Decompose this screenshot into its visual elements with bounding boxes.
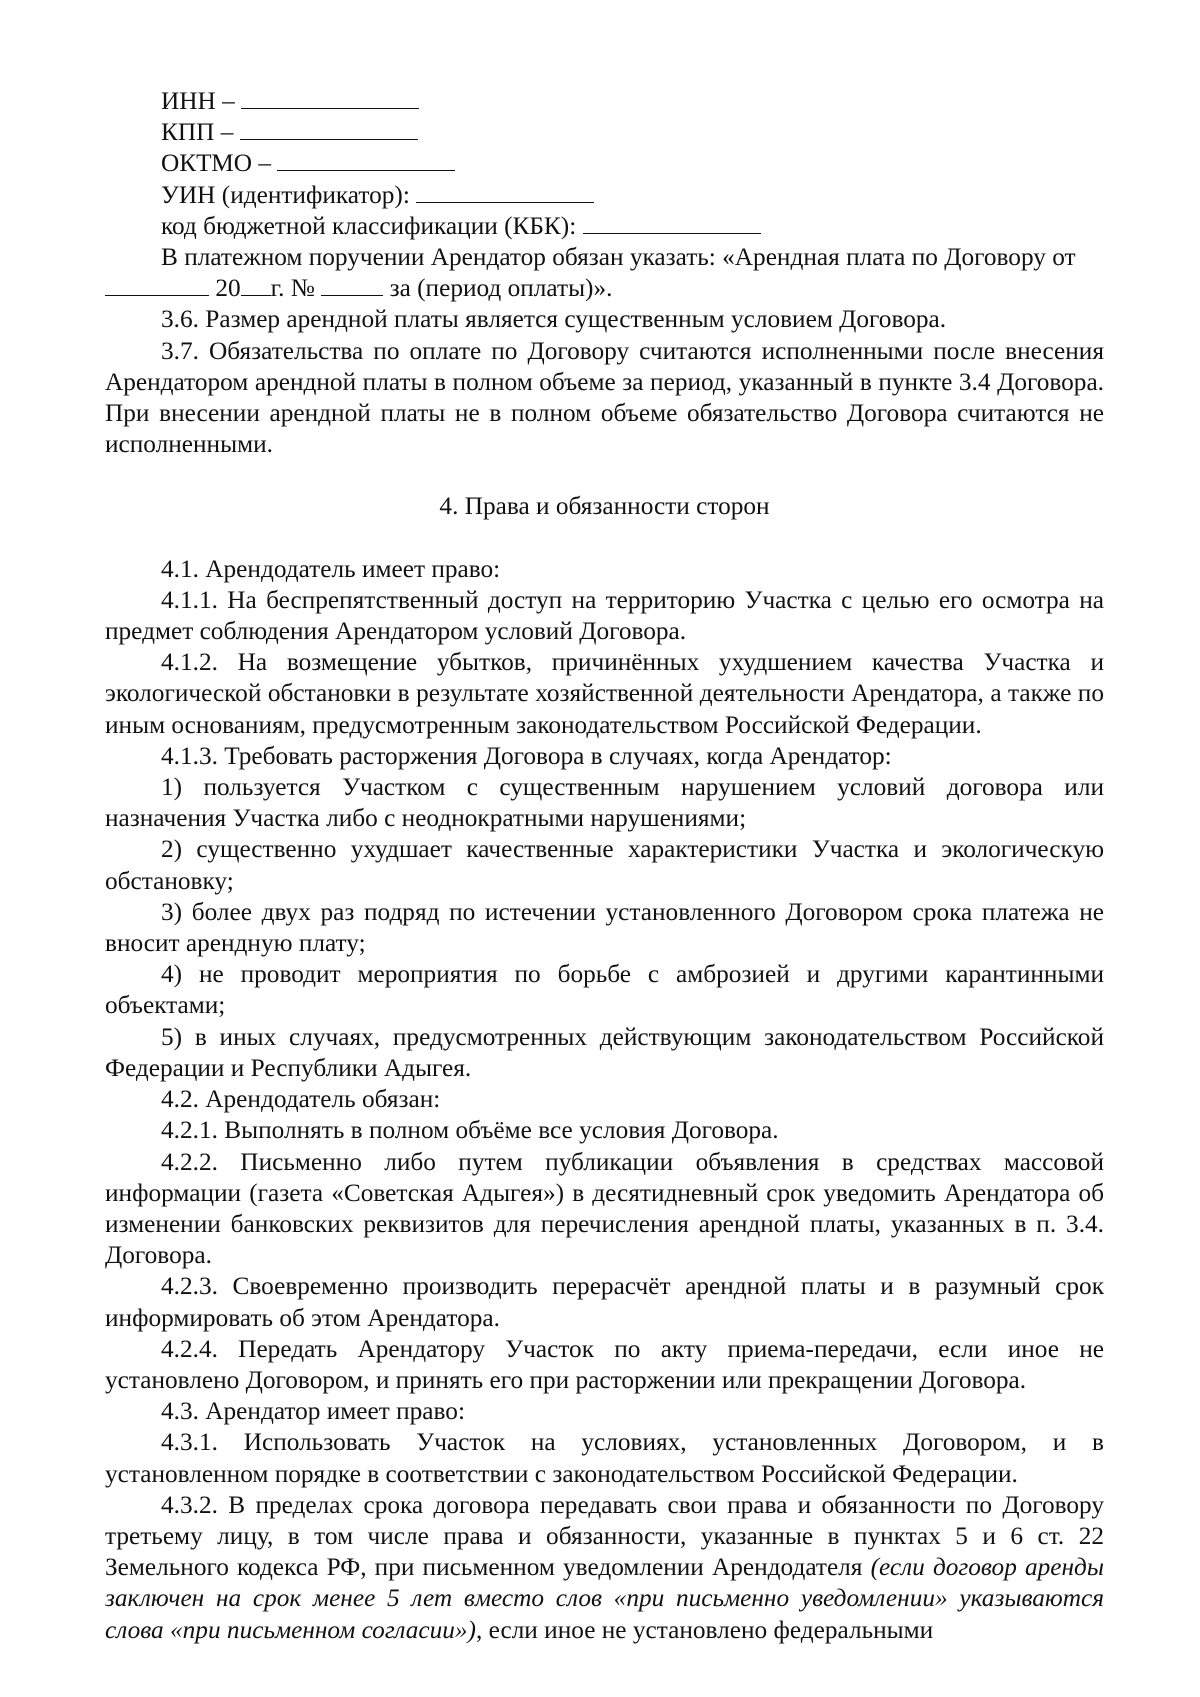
kbk-blank[interactable] xyxy=(583,211,761,234)
paragraph-4-1-3-item-2: 2) существенно ухудшает качественные характеристики Участка и экологическую обстановку; xyxy=(105,835,1104,895)
paragraph-4-2-2: 4.2.2. Письменно либо путем публикации объявления в средствах массовой информации (газета «Советская Адыгея») в десятидневный срок уведомить Арендатора об изменении банковских реквизитов для перечисления арендной платы, указанных в п. 3.4. Договора. xyxy=(105,1147,1104,1270)
paragraph-4-1: 4.1. Арендодатель имеет право: xyxy=(161,554,501,583)
paragraph-4-1-2: 4.1.2. На возмещение убытков, причинённых ухудшением качества Участка и экологической обстановки в результате хозяйственной деятельности Арендатора, а также по иным основаниям, предусмотренным законодательством Российской Федерации. xyxy=(105,648,1104,739)
paragraph-4-1-1: 4.1.1. На беспрепятственный доступ на территорию Участка с целью его осмотра на предмет соблюдения Арендатором условий Договора. xyxy=(105,585,1104,646)
paragraph-4-2: 4.2. Арендодатель обязан: xyxy=(161,1085,441,1114)
uin-blank[interactable] xyxy=(416,180,594,203)
paragraph-4-2-4: 4.2.4. Передать Арендатору Участок по акту приема-передачи, если иное не установлено Договором, и принять его при расторжении или прекращении Договора. xyxy=(105,1334,1104,1394)
kbk-line: код бюджетной классификации (КБК): xyxy=(105,211,1104,242)
inn-line: ИНН – xyxy=(105,86,1104,117)
paragraph-4-1-3: 4.1.3. Требовать расторжения Договора в случаях, когда Арендатор: xyxy=(161,741,892,770)
paragraph-4-1-3-item-5: 5) в иных случаях, предусмотренных действующим законодательством Российской Федерации и Республики Адыгея. xyxy=(105,1022,1104,1082)
paragraph-4-1-3-item-3: 3) более двух раз подряд по истечении установленного Договором срока платежа не вносит арендную плату; xyxy=(105,897,1104,958)
kpp-line: КПП – xyxy=(105,117,1104,148)
paragraph-4-2-3: 4.2.3. Своевременно производить перерасчёт арендной платы и в разумный срок информировать об этом Арендатора. xyxy=(105,1272,1104,1332)
paragraph-4-2-1: 4.2.1. Выполнять в полном объёме все условия Договора. xyxy=(161,1116,779,1145)
italic-note: (если договор аренды заключен на срок менее 5 лет вместо слов «при письменно уведомлении» указываются слова «при письменном согласии») xyxy=(105,1553,1104,1644)
paragraph-4-3-1: 4.3.1. Использовать Участок на условиях, установленных Договором, и в установленном порядке в соответствии с законодательством Российской Федерации. xyxy=(105,1428,1104,1488)
inn-blank[interactable] xyxy=(241,86,419,109)
oktmo-blank[interactable] xyxy=(277,148,455,171)
oktmo-line: ОКТМО – xyxy=(105,148,1104,179)
paragraph-3-7: 3.7. Обязательства по оплате по Договору считаются исполненными после внесения Арендатором арендной платы в полном объеме за период, указанный в пункте 3.4 Договора. При внесении арендной платы не в полном объеме обязательство Договора считаются не исполненными. xyxy=(105,336,1104,459)
date-blank[interactable] xyxy=(105,273,209,296)
paragraph-4-3-2: 4.3.2. В пределах срока договора передавать свои права и обязанности по Договору третьему лицу, в том числе права и обязанности, указанные в пунктах 5 и 6 ст. 22 Земельного кодекса РФ, при письменном уведомлении Арендодателя (если договор аренды заключен на срок менее 5 лет вместо слов «при письменно уведомлении» указываются слова «при письменном согласии»), если иное не установлено федеральными xyxy=(105,1490,1104,1644)
kpp-blank[interactable] xyxy=(240,117,418,140)
paragraph-4-1-3-item-1: 1) пользуется Участком с существенным нарушением условий договора или назначения Участка либо с неоднократными нарушениями; xyxy=(105,773,1104,833)
paragraph-4-1-3-item-4: 4) не проводит мероприятия по борьбе с амброзией и другими карантинными объектами; xyxy=(105,960,1104,1020)
paragraph-3-6: 3.6. Размер арендной платы является существенным условием Договора. xyxy=(161,305,947,334)
section-4-heading: 4. Права и обязанности сторон xyxy=(439,492,770,521)
payment-order-paragraph: В платежном поручении Арендатор обязан указать: «Арендная плата по Договору от xyxy=(161,243,1076,272)
paragraph-4-3: 4.3. Арендатор имеет право: xyxy=(161,1397,465,1426)
uin-line: УИН (идентификатор): xyxy=(105,180,1104,211)
year-blank[interactable] xyxy=(241,273,271,296)
number-blank[interactable] xyxy=(321,273,383,296)
payment-order-line2: 20 г. № за (период оплаты)». xyxy=(105,273,1104,304)
